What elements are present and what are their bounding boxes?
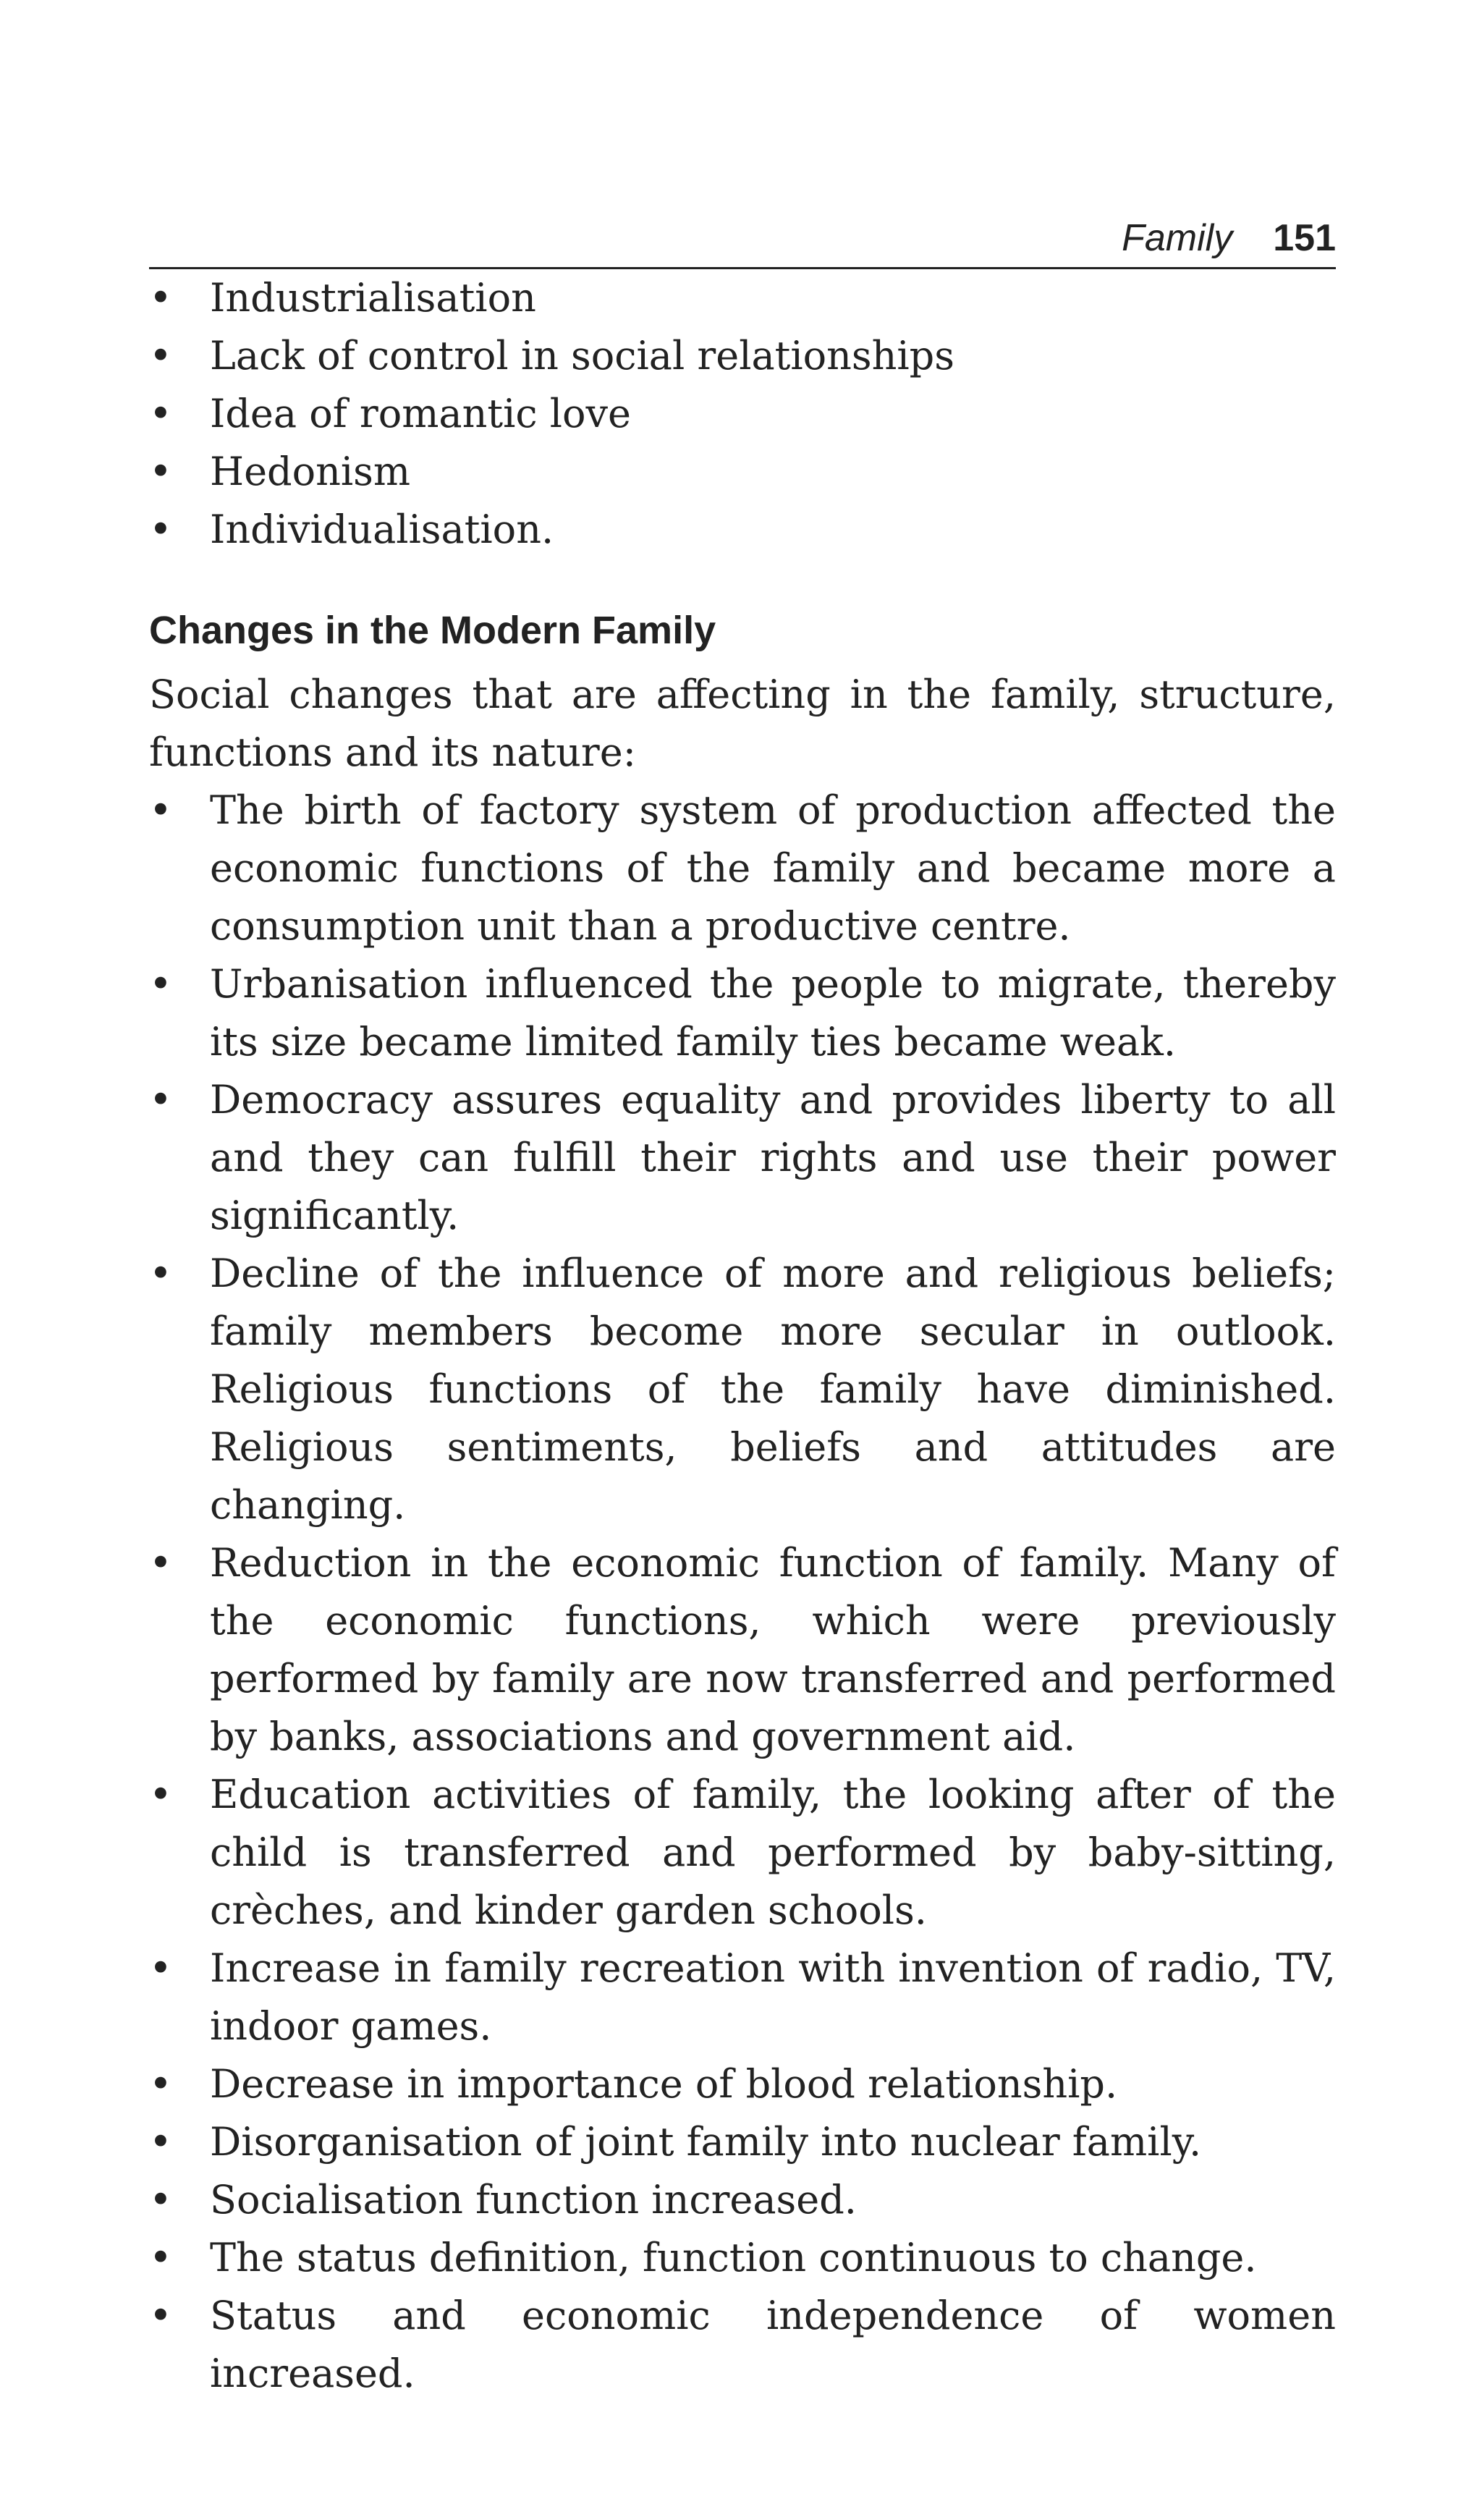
book-page	[149, 203, 1336, 2403]
list-item-text: The birth of factory system of production affected the economic functions of the family and became more a consumption unit than a productive centre.	[210, 787, 1336, 949]
list-item	[149, 2287, 1336, 2403]
bullet-icon: •	[149, 449, 172, 494]
section-heading: Changes in the Modern Family	[149, 609, 716, 652]
bullet-icon: •	[149, 2235, 172, 2280]
list-item-text: Disorganisation of joint family into nuclear family.	[210, 2119, 1202, 2165]
list-item	[149, 1940, 1336, 2055]
running-head-title: Family	[1122, 217, 1233, 259]
running-head	[149, 203, 1336, 269]
list-item	[149, 2113, 1336, 2171]
list-item-text: Urbanisation influenced the people to migrate, thereby its size became limited family ties became weak.	[210, 961, 1336, 1065]
list-item	[149, 1071, 1336, 1245]
bullet-icon: •	[149, 1540, 172, 1586]
bullet-icon: •	[149, 333, 172, 379]
list-item	[149, 501, 1336, 559]
list-item	[149, 1766, 1336, 1940]
list-item-text: The status definition, function continuous to change.	[210, 2235, 1257, 2280]
list-item	[149, 2229, 1336, 2287]
list-item	[149, 1534, 1336, 1766]
bullet-icon: •	[149, 2119, 172, 2165]
list-item-text: Status and economic independence of women increased.	[210, 2293, 1336, 2396]
bullet-icon: •	[149, 391, 172, 436]
page-body	[149, 269, 1336, 2403]
bullet-icon: •	[149, 1945, 172, 1991]
list-item	[149, 782, 1336, 955]
list-item	[149, 2055, 1336, 2113]
bullet-icon: •	[149, 1772, 172, 1817]
bullet-icon: •	[149, 275, 172, 321]
page-number: 151	[1273, 217, 1336, 259]
list-item-text: Reduction in the economic function of family. Many of the economic functions, which were previously performed by family are now transferred and performed by banks, associations and government aid.	[210, 1540, 1336, 1759]
list-item-text: Decline of the influence of more and religious beliefs; family members become more secular in outlook. Religious functions of the family have diminished. Religious sentiments, beliefs and attitudes are changing.	[210, 1251, 1336, 1528]
causes-list	[149, 269, 1336, 559]
list-item-text: Education activities of family, the looking after of the child is transferred and performed by baby-sitting, crèches, and kinder garden schools.	[210, 1772, 1336, 1933]
list-item-text: Lack of control in social relationships	[210, 333, 954, 379]
bullet-icon: •	[149, 507, 172, 552]
list-item-text: Industrialisation	[210, 275, 536, 321]
section-intro: Social changes that are affecting in the family, structure, functions and its nature:	[149, 672, 1336, 775]
list-item	[149, 443, 1336, 501]
list-item	[149, 269, 1336, 327]
list-item-text: Decrease in importance of blood relationship.	[210, 2061, 1118, 2107]
bullet-icon: •	[149, 1251, 172, 1296]
bullet-icon: •	[149, 1077, 172, 1122]
bullet-icon: •	[149, 787, 172, 833]
list-item	[149, 1245, 1336, 1534]
changes-list	[149, 782, 1336, 2403]
list-item	[149, 2171, 1336, 2229]
bullet-icon: •	[149, 2061, 172, 2107]
list-item-text: Increase in family recreation with invention of radio, TV, indoor games.	[210, 1945, 1336, 2049]
list-item	[149, 955, 1336, 1071]
bullet-icon: •	[149, 961, 172, 1007]
list-item-text: Hedonism	[210, 449, 411, 494]
list-item-text: Individualisation.	[210, 507, 554, 552]
list-item	[149, 385, 1336, 443]
bullet-icon: •	[149, 2293, 172, 2338]
list-item-text: Socialisation function increased.	[210, 2177, 857, 2223]
list-item-text: Democracy assures equality and provides liberty to all and they can fulfill their rights and use their power significantly.	[210, 1077, 1336, 1238]
list-item	[149, 327, 1336, 385]
list-item-text: Idea of romantic love	[210, 391, 632, 436]
bullet-icon: •	[149, 2177, 172, 2223]
